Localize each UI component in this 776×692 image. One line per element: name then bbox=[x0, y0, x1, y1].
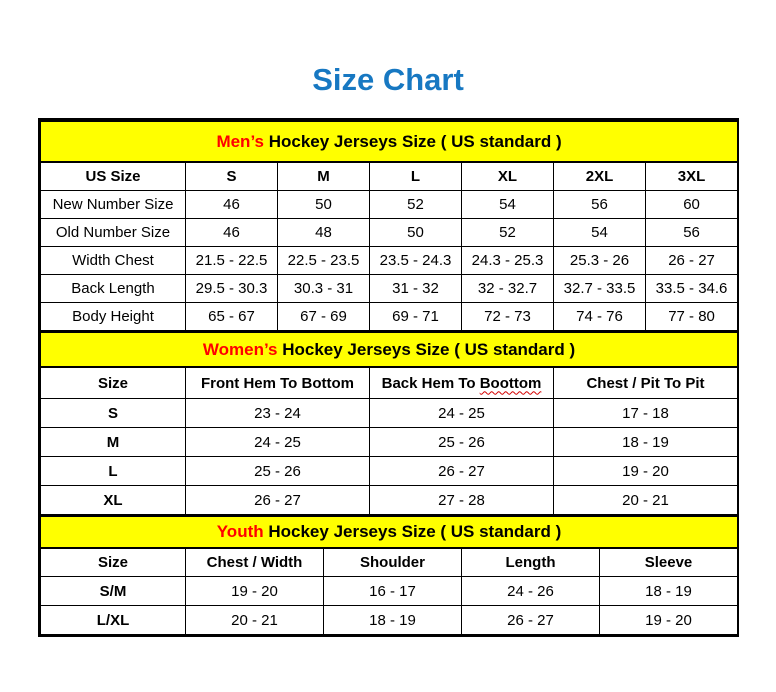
row-label: Back Length bbox=[41, 275, 186, 303]
row-label: L/XL bbox=[41, 606, 186, 635]
table-cell: 54 bbox=[462, 191, 554, 219]
column-header: US Size bbox=[41, 162, 186, 191]
table-row bbox=[41, 303, 738, 331]
column-header: Chest / Pit To Pit bbox=[554, 367, 738, 399]
column-header: Size bbox=[41, 367, 186, 399]
table-cell: 18 - 19 bbox=[600, 577, 738, 606]
table-row bbox=[41, 247, 738, 275]
table-row bbox=[41, 606, 738, 635]
table-cell: 29.5 - 30.3 bbox=[186, 275, 278, 303]
column-header: Length bbox=[462, 548, 600, 577]
mens-table-banner bbox=[41, 121, 738, 162]
table-cell: 19 - 20 bbox=[554, 457, 738, 486]
table-cell: 25 - 26 bbox=[186, 457, 370, 486]
table-row bbox=[41, 486, 738, 515]
table-cell: 18 - 19 bbox=[324, 606, 462, 635]
table-cell: 17 - 18 bbox=[554, 399, 738, 428]
table-cell: 23.5 - 24.3 bbox=[370, 247, 462, 275]
column-header: 2XL bbox=[554, 162, 646, 191]
table-cell: 22.5 - 23.5 bbox=[278, 247, 370, 275]
column-header: Size bbox=[41, 548, 186, 577]
youth-banner-cell bbox=[41, 516, 738, 548]
table-cell: 33.5 - 34.6 bbox=[646, 275, 738, 303]
table-cell: 54 bbox=[554, 219, 646, 247]
page-title: Size Chart bbox=[312, 62, 464, 97]
mens-banner-highlight: Men’s bbox=[216, 131, 264, 151]
table-cell: 52 bbox=[462, 219, 554, 247]
table-cell: 69 - 71 bbox=[370, 303, 462, 331]
table-cell: 20 - 21 bbox=[186, 606, 324, 635]
table-cell: 50 bbox=[370, 219, 462, 247]
size-chart-container bbox=[38, 118, 739, 637]
row-label: Body Height bbox=[41, 303, 186, 331]
table-cell: 19 - 20 bbox=[600, 606, 738, 635]
table-row bbox=[41, 219, 738, 247]
table-cell: 65 - 67 bbox=[186, 303, 278, 331]
womens-size-table bbox=[40, 331, 738, 515]
table-row bbox=[41, 577, 738, 606]
row-label: S bbox=[41, 399, 186, 428]
column-header: M bbox=[278, 162, 370, 191]
table-cell: 16 - 17 bbox=[324, 577, 462, 606]
table-cell: 24 - 25 bbox=[370, 399, 554, 428]
table-cell: 19 - 20 bbox=[186, 577, 324, 606]
table-row bbox=[41, 275, 738, 303]
column-header bbox=[370, 367, 554, 399]
table-row bbox=[41, 399, 738, 428]
table-cell: 20 - 21 bbox=[554, 486, 738, 515]
table-cell: 77 - 80 bbox=[646, 303, 738, 331]
mens-header-row bbox=[41, 162, 738, 191]
youth-size-table bbox=[40, 515, 738, 635]
table-cell: 18 - 19 bbox=[554, 428, 738, 457]
womens-banner-cell bbox=[41, 332, 738, 367]
table-cell: 26 - 27 bbox=[186, 486, 370, 515]
table-cell: 67 - 69 bbox=[278, 303, 370, 331]
table-cell: 27 - 28 bbox=[370, 486, 554, 515]
column-header: S bbox=[186, 162, 278, 191]
row-label: M bbox=[41, 428, 186, 457]
youth-table-banner bbox=[41, 516, 738, 548]
column-header-text: Back Hem To bbox=[381, 374, 480, 392]
misspelled-word: Boottom bbox=[479, 374, 542, 392]
table-cell: 26 - 27 bbox=[370, 457, 554, 486]
table-cell: 25 - 26 bbox=[370, 428, 554, 457]
table-cell: 24 - 26 bbox=[462, 577, 600, 606]
table-cell: 24.3 - 25.3 bbox=[462, 247, 554, 275]
table-cell: 24 - 25 bbox=[186, 428, 370, 457]
table-cell: 60 bbox=[646, 191, 738, 219]
table-cell: 21.5 - 22.5 bbox=[186, 247, 278, 275]
column-header: Shoulder bbox=[324, 548, 462, 577]
table-row bbox=[41, 428, 738, 457]
table-cell: 46 bbox=[186, 219, 278, 247]
column-header: Front Hem To Bottom bbox=[186, 367, 370, 399]
mens-banner-cell bbox=[41, 121, 738, 162]
table-row bbox=[41, 457, 738, 486]
table-cell: 23 - 24 bbox=[186, 399, 370, 428]
table-cell: 56 bbox=[554, 191, 646, 219]
row-label: L bbox=[41, 457, 186, 486]
table-row bbox=[41, 191, 738, 219]
table-cell: 50 bbox=[278, 191, 370, 219]
table-cell: 32 - 32.7 bbox=[462, 275, 554, 303]
table-cell: 48 bbox=[278, 219, 370, 247]
womens-banner-highlight: Women’s bbox=[202, 339, 278, 359]
table-cell: 74 - 76 bbox=[554, 303, 646, 331]
row-label: Old Number Size bbox=[41, 219, 186, 247]
table-cell: 26 - 27 bbox=[646, 247, 738, 275]
row-label: XL bbox=[41, 486, 186, 515]
mens-banner-rest: Hockey Jerseys Size ( US standard ) bbox=[263, 131, 562, 151]
womens-table-banner bbox=[41, 332, 738, 367]
youth-banner-rest: Hockey Jerseys Size ( US standard ) bbox=[263, 522, 562, 541]
row-label: S/M bbox=[41, 577, 186, 606]
table-cell: 25.3 - 26 bbox=[554, 247, 646, 275]
row-label: New Number Size bbox=[41, 191, 186, 219]
table-cell: 32.7 - 33.5 bbox=[554, 275, 646, 303]
row-label: Width Chest bbox=[41, 247, 186, 275]
table-cell: 56 bbox=[646, 219, 738, 247]
womens-header-row bbox=[41, 367, 738, 399]
column-header: 3XL bbox=[646, 162, 738, 191]
table-cell: 31 - 32 bbox=[370, 275, 462, 303]
column-header: XL bbox=[462, 162, 554, 191]
mens-size-table bbox=[40, 120, 738, 331]
column-header: Chest / Width bbox=[186, 548, 324, 577]
column-header: Sleeve bbox=[600, 548, 738, 577]
womens-banner-rest: Hockey Jerseys Size ( US standard ) bbox=[277, 339, 576, 359]
youth-header-row bbox=[41, 548, 738, 577]
column-header: L bbox=[370, 162, 462, 191]
table-cell: 30.3 - 31 bbox=[278, 275, 370, 303]
youth-banner-highlight: Youth bbox=[216, 522, 264, 541]
table-cell: 46 bbox=[186, 191, 278, 219]
table-cell: 26 - 27 bbox=[462, 606, 600, 635]
table-cell: 52 bbox=[370, 191, 462, 219]
table-cell: 72 - 73 bbox=[462, 303, 554, 331]
